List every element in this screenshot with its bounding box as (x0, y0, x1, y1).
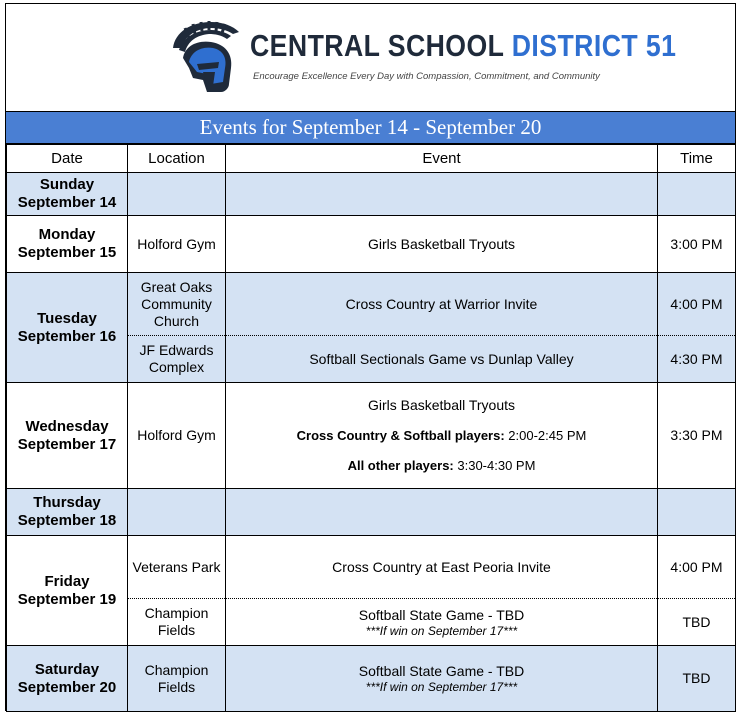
district-title-blue: DISTRICT 51 (511, 28, 677, 63)
day-row-saturday (7, 646, 736, 712)
event-title: Girls Basketball Tryouts (367, 397, 516, 413)
spartan-helmet-icon (163, 18, 247, 96)
day-date: September 20 (17, 678, 117, 696)
location-cell: Great Oaks Community Church (128, 273, 226, 336)
location-cell: Holford Gym (128, 216, 226, 273)
day-date: September 15 (17, 244, 117, 261)
column-header-date: Date (7, 145, 128, 173)
event-detail-label: All other players: (347, 458, 454, 473)
location-cell (128, 173, 226, 216)
events-banner: Events for September 14 - September 20 (6, 111, 735, 144)
time-cell: 3:00 PM (658, 216, 736, 273)
event-cell (226, 383, 658, 489)
event-note: ***If win on September 17*** (365, 623, 518, 638)
day-date: September 16 (17, 327, 117, 345)
time-cell: TBD (658, 646, 736, 712)
time-cell: 4:30 PM (658, 336, 736, 383)
time-cell: TBD (658, 599, 736, 646)
event-cell (226, 646, 658, 712)
day-name: Monday (38, 226, 96, 243)
time-cell (658, 489, 736, 536)
date-cell (7, 216, 128, 273)
table-header-row (7, 145, 736, 173)
day-name: Tuesday (37, 309, 97, 327)
date-cell (7, 273, 128, 383)
day-row-wednesday (7, 383, 736, 489)
day-row-thursday (7, 489, 736, 536)
day-row-tuesday-1 (7, 273, 736, 336)
time-cell: 4:00 PM (658, 536, 736, 599)
event-note: ***If win on September 17*** (365, 680, 518, 694)
event-detail-label: Cross Country & Softball players: (296, 428, 505, 443)
day-date: September 17 (17, 435, 117, 453)
date-cell (7, 489, 128, 536)
schedule-frame (5, 3, 736, 711)
day-row-friday-1 (7, 536, 736, 599)
date-cell (7, 536, 128, 646)
district-tagline: Encourage Excellence Every Day with Compassion, Commitment, and Community (253, 71, 600, 82)
day-name: Saturday (34, 660, 100, 678)
events-table (6, 144, 736, 712)
event-cell: Cross Country at Warrior Invite (226, 273, 658, 336)
event-detail-value: 2:00-2:45 PM (504, 428, 587, 443)
location-cell: Champion Fields (128, 646, 226, 712)
day-name: Thursday (33, 494, 101, 511)
event-cell: Cross Country at East Peoria Invite (226, 536, 658, 599)
date-cell (7, 646, 128, 712)
event-detail-line (230, 457, 653, 474)
day-name: Wednesday (25, 417, 109, 435)
event-cell (226, 599, 658, 646)
district-title-dark: CENTRAL SCHOOL (250, 28, 512, 63)
day-name: Sunday (39, 176, 95, 193)
time-cell (658, 173, 736, 216)
location-cell: Veterans Park (128, 536, 226, 599)
date-cell (7, 173, 128, 216)
day-row-sunday (7, 173, 736, 216)
location-cell (128, 489, 226, 536)
day-date: September 18 (17, 512, 117, 529)
header (6, 4, 735, 111)
event-cell: Softball Sectionals Game vs Dunlap Valley (226, 336, 658, 383)
location-cell: Champion Fields (128, 599, 226, 646)
column-header-time: Time (658, 145, 736, 173)
event-cell (226, 489, 658, 536)
date-cell (7, 383, 128, 489)
location-cell: JF Edwards Complex (128, 336, 226, 383)
event-detail-line (230, 427, 653, 444)
time-cell: 4:00 PM (658, 273, 736, 336)
day-name: Friday (44, 572, 90, 590)
event-detail-value: 3:30-4:30 PM (453, 458, 536, 473)
column-header-location: Location (128, 145, 226, 173)
event-cell: Girls Basketball Tryouts (226, 216, 658, 273)
event-title: Softball State Game - TBD (358, 663, 525, 679)
column-header-event: Event (226, 145, 658, 173)
event-title: Softball State Game - TBD (358, 606, 525, 623)
location-cell: Holford Gym (128, 383, 226, 489)
district-title (250, 28, 676, 64)
day-date: September 19 (17, 590, 117, 608)
day-row-monday (7, 216, 736, 273)
event-cell (226, 173, 658, 216)
time-cell: 3:30 PM (658, 383, 736, 489)
day-date: September 14 (17, 194, 117, 211)
